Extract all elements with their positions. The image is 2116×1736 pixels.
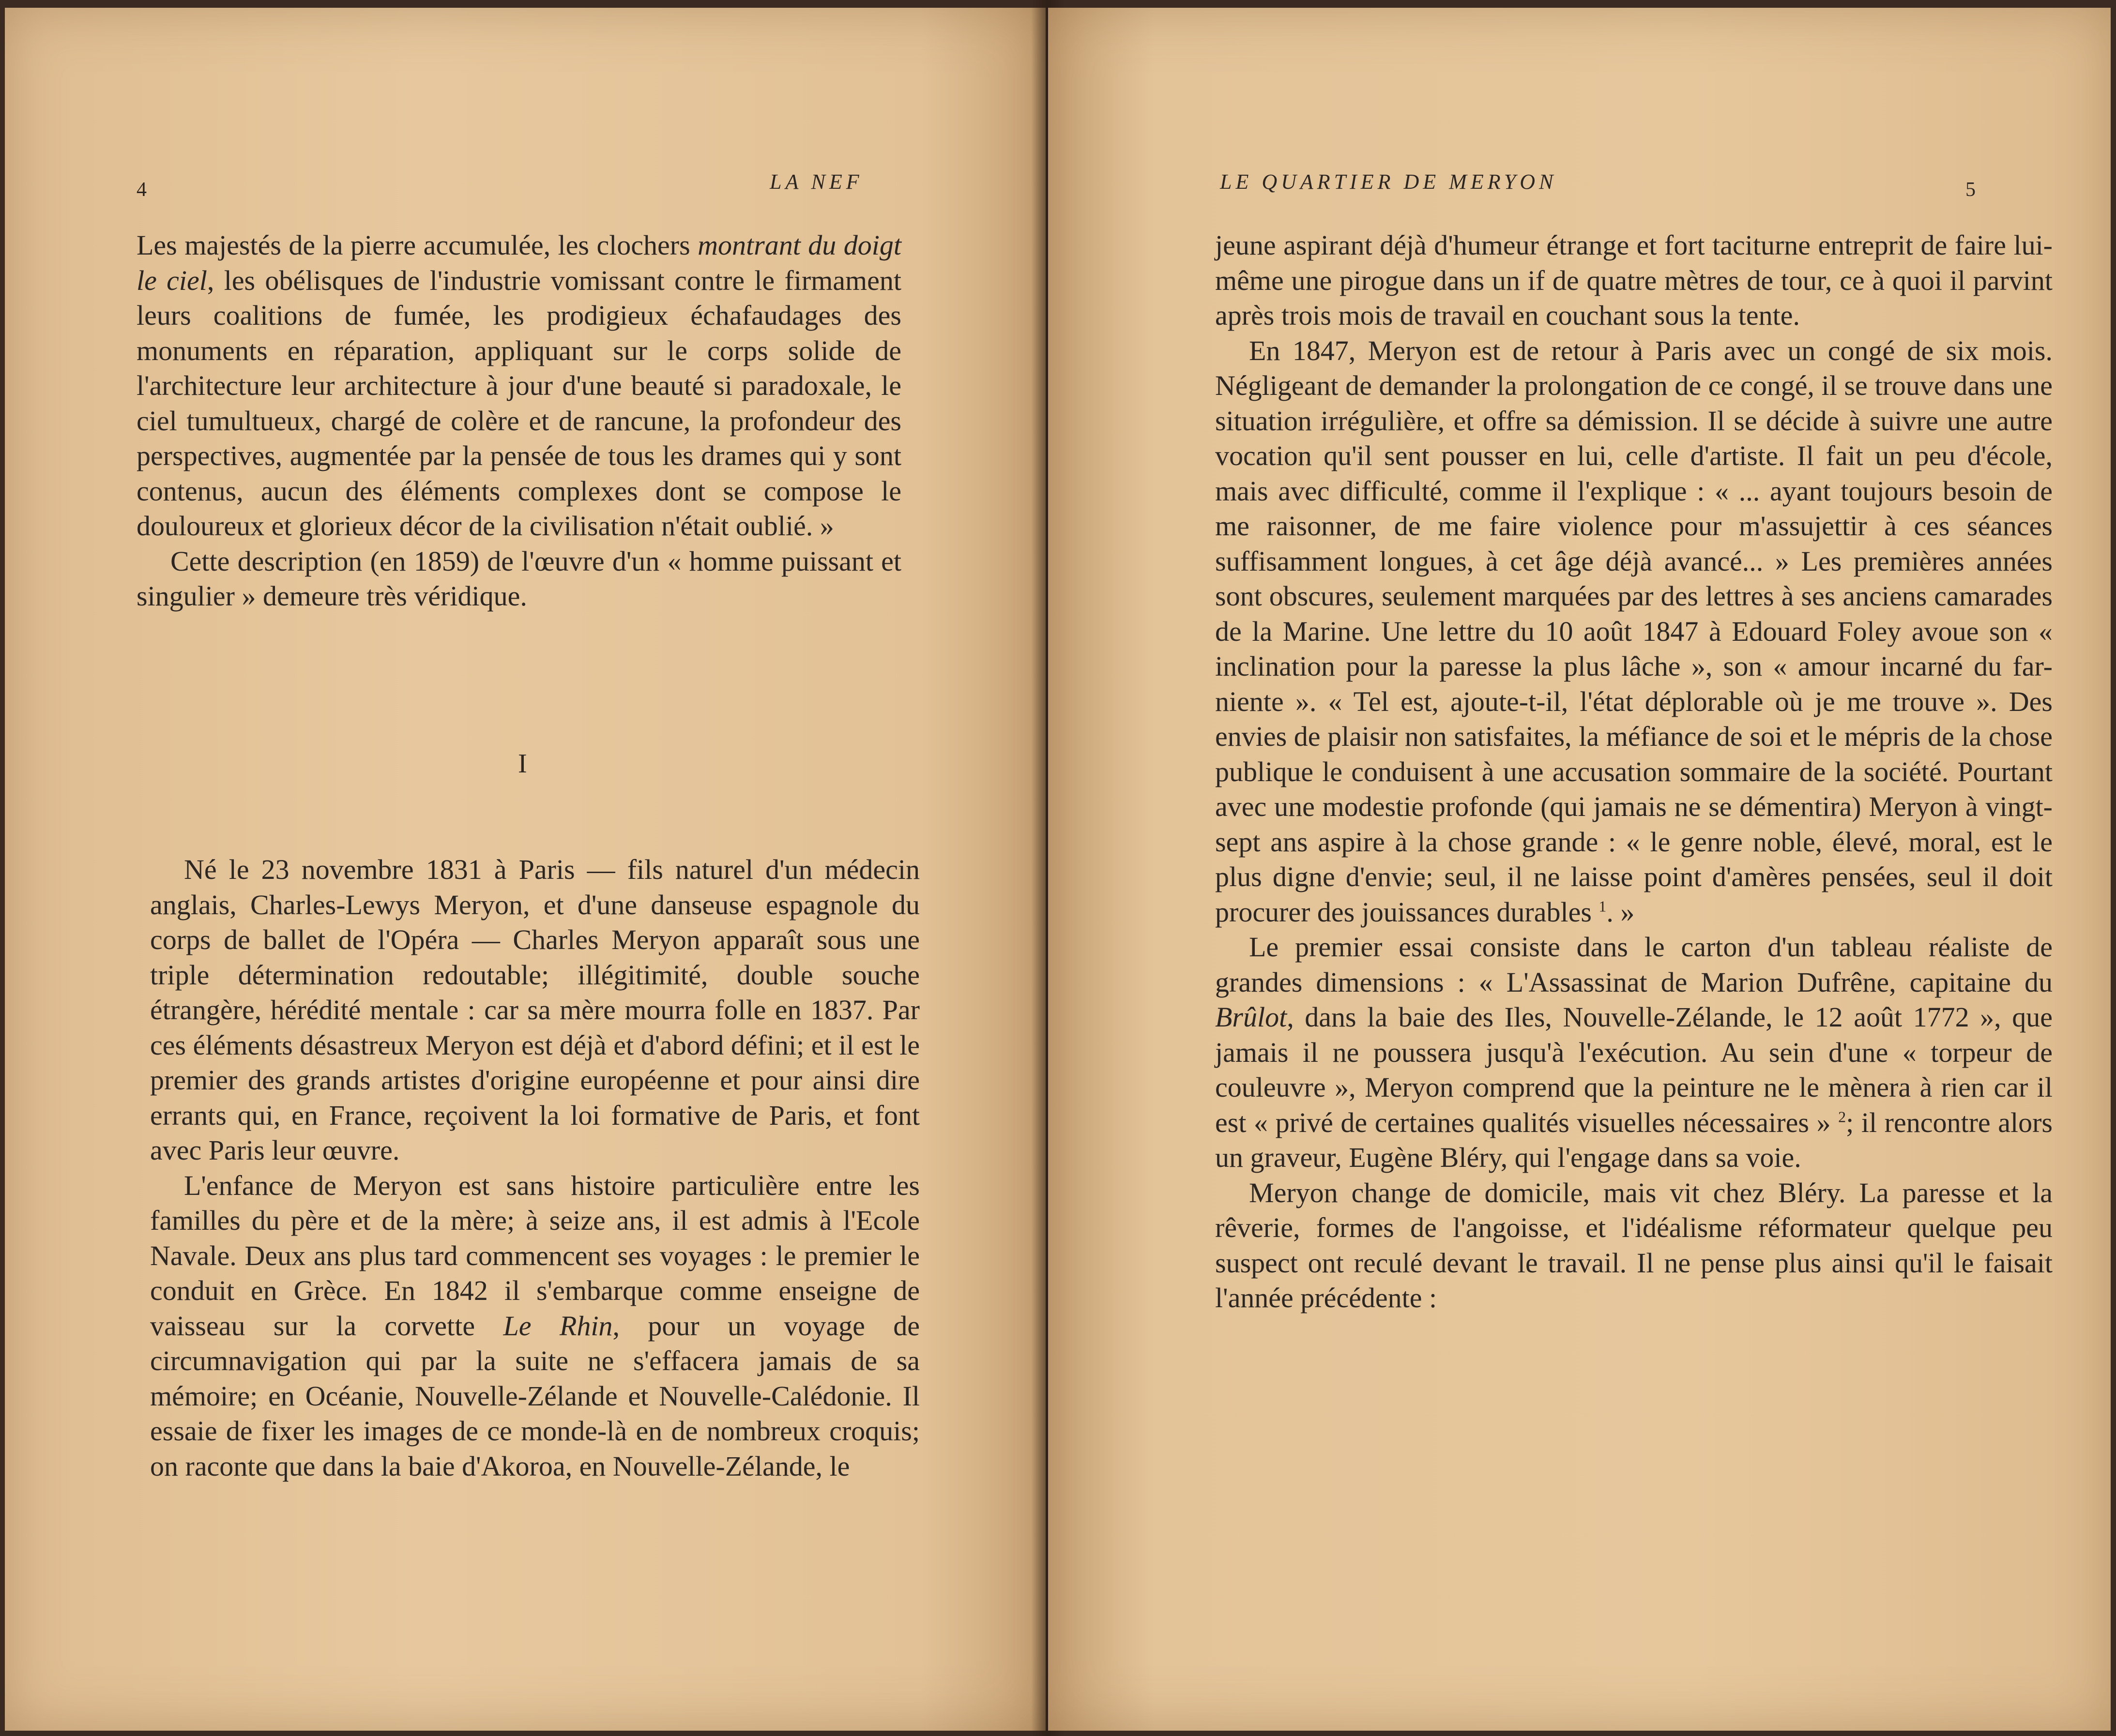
paragraph: Les majestés de la pierre accumulée, les clochers montrant du doigt le ciel, les obélisques de l'industrie vomissant contre le firmament leurs coalitions de fumée, les prodigieux échafaudages des monuments en réparation, appliquant sur le corps solide de l'architecture leur architecture à jour d'une beauté si paradoxale, le ciel tumultueux, chargé de colère et de rancune, la profondeur des perspectives, augmentée par la pensée de tous les drames qui y sont contenus, aucun des éléments complexes dont se compose le douloureux et glorieux décor de la civilisation n'était oublié. »	[137, 229, 902, 542]
page-number: 5	[1965, 179, 1976, 201]
chapter-numeral: I	[518, 749, 527, 779]
paragraph: En 1847, Meryon est de retour à Paris avec un congé de six mois. Négligeant de demander la prolongation de ce congé, il se trouve dans une situation irrégulière, et offre sa démission. Il se décide à suivre une autre vocation qu'il sent pousser en lui, celle d'artiste. Il fait un peu d'école, mais avec difficulté, comme il l'explique : « ... ayant toujours besoin de me raisonner, de me faire violence pour m'assujettir à ces séances suffisamment longues, à cet âge déjà avancé... » Les premières années sont obscures, seulement marquées par des lettres à ses anciens camarades de la Marine. Une lettre du 10 août 1847 à Edouard Foley avoue son « inclination pour la paresse la plus lâche », son « amour incarné du far-niente ». « Tel est, ajoute-t-il, l'état déplorable où je me trouve ». Des envies de plaisir non satisfaites, la méfiance de soi et le mépris de la chose publique le conduisent à une accusation sommaire de la société. Pourtant avec une modestie profonde (qui jamais ne se démentira) Meryon à vingt-sept ans aspire à la chose grande : « le genre noble, élevé, moral, est le plus digne d'envie; seul, il ne laisse point d'amères pensées, seul il doit procurer des jouissances durables $^1$. »	[1215, 334, 2053, 928]
page-number: 4	[137, 179, 147, 201]
paragraph: Le premier essai consiste dans le carton d'un tableau réaliste de grandes dimensions : « L'Assassinat de Marion Dufrêne, capitaine du Brûlot, dans la baie des Iles, Nouvelle-Zélande, le 12 août 1772 », que jamais il ne poussera jusqu'à l'exécution. Au sein d'une « torpeur de couleuvre », Meryon comprend que la peinture ne le mènera à rien car il est « privé de certaines qualités visuelles nécessaires » $^2$; il rencontre alors un graveur, Eugène Bléry, qui l'engage dans sa voie.	[1215, 931, 2053, 1173]
text-block	[1215, 228, 2053, 1316]
paragraph: jeune aspirant déjà d'humeur étrange et fort taciturne entreprit de faire lui-même une pirogue dans un if de quatre mètres de tour, ce à quoi il parvint après trois mois de travail en couchant sous la tente.	[1215, 229, 2053, 331]
paragraph: Meryon change de domicile, mais vit chez Bléry. La paresse et la rêverie, formes de l'angoisse, et l'idéalisme réformateur quelque peu suspect ont reculé devant le travail. Il ne pense plus ainsi qu'il le faisait l'année précédente :	[1215, 1177, 2053, 1313]
left-page	[5, 8, 1046, 1731]
text-block-quote	[137, 228, 901, 614]
running-head: LA NEF	[770, 170, 863, 194]
paragraph: Né le 23 novembre 1831 à Paris — fils naturel d'un médecin anglais, Charles-Lewys Meryon, et d'une danseuse espagnole du corps de ballet de l'Opéra — Charles Meryon apparaît sous une triple détermination redoutable; illégitimité, double souche étrangère, hérédité mentale : car sa mère mourra folle en 1837. Par ces éléments désastreux Meryon est déjà et d'abord défini; et il est le premier des grands artistes d'origine européenne et pour ainsi dire errants qui, en France, reçoivent la loi formative de Paris, et font avec Paris leur œuvre.	[150, 854, 920, 1166]
right-page	[1048, 8, 2111, 1731]
paragraph: L'enfance de Meryon est sans histoire particulière entre les familles du père et de la mère; à seize ans, il est admis à l'Ecole Navale. Deux ans plus tard commencent ses voyages : le premier le conduit en Grèce. En 1842 il s'embarque comme enseigne de vaisseau sur la corvette Le Rhin, pour un voyage de circumnavigation qui par la suite ne s'effacera jamais de sa mémoire; en Océanie, Nouvelle-Zélande et Nouvelle-Calédonie. Il essaie de fixer les images de ce monde-là en de nombreux croquis; on raconte que dans la baie d'Akoroa, en Nouvelle-Zélande, le	[150, 1169, 920, 1482]
italic-phrase: montrant du doigt le ciel	[137, 229, 901, 296]
running-head: LE QUARTIER DE MERYON	[1220, 170, 1557, 194]
paragraph: Cette description (en 1859) de l'œuvre d'un « homme puissant et singulier » demeure très véridique.	[137, 545, 901, 612]
text-block-chapter	[150, 852, 920, 1484]
